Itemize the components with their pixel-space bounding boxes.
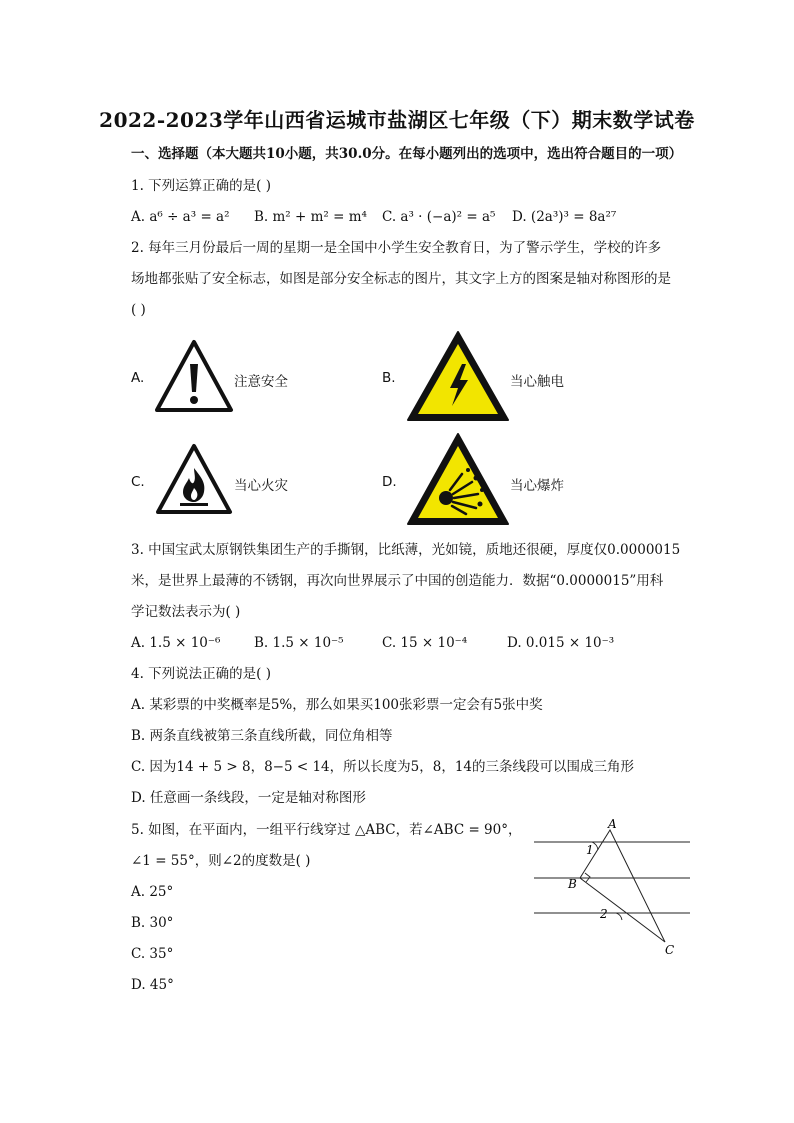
q1-option-b: B. m² + m² = m⁴ <box>254 209 367 225</box>
q5-option-d: D. 45° <box>131 977 174 993</box>
q1-option-a: A. a⁶ ÷ a³ = a² <box>131 209 230 225</box>
q4-option-c: C. 因为14 + 5 > 8，8−5 < 14，所以长度为5，8，14的三条线段可以围成三角形 <box>131 759 634 775</box>
angle-2-arc <box>616 913 622 920</box>
q2-option-b-letter: B. <box>382 370 396 386</box>
q4-stem: 4. 下列说法正确的是( ) <box>131 666 271 682</box>
q3-option-c: C. 15 × 10⁻⁴ <box>382 635 468 651</box>
q1-option-d: D. (2a³)³ = 8a²⁷ <box>512 209 617 225</box>
q3-option-b: B. 1.5 × 10⁻⁵ <box>254 635 344 651</box>
vertex-c-label: C <box>665 943 675 957</box>
electric-shock-icon <box>406 330 510 422</box>
q5-line-2: ∠1 = 55°，则∠2的度数是( ) <box>131 853 311 869</box>
q2-option-a-letter: A. <box>131 370 145 386</box>
q2-option-b-label: 当心触电 <box>510 374 564 390</box>
angle-2-label: 2 <box>600 907 608 921</box>
warning-exclamation-icon <box>153 338 235 414</box>
q2-option-d-letter: D. <box>382 474 397 490</box>
vertex-b-label: B <box>568 877 577 891</box>
q3-option-d: D. 0.015 × 10⁻³ <box>507 635 615 651</box>
q4-option-a: A. 某彩票的中奖概率是5%，那么如果买100张彩票一定会有5张中奖 <box>131 697 543 713</box>
q2-option-c-letter: C. <box>131 474 145 490</box>
q2-line-1: 2. 每年三月份最后一周的星期一是全国中小学生安全教育日，为了警示学生，学校的许多 <box>131 240 662 256</box>
angle-1-label: 1 <box>586 843 594 857</box>
section-heading: 一、选择题（本大题共10小题，共30.0分。在每小题列出的选项中，选出符合题目的一项） <box>131 146 683 162</box>
q2-option-a-label: 注意安全 <box>234 374 288 390</box>
q3-line-1: 3. 中国宝武太原钢铁集团生产的手撕钢，比纸薄，光如镜，质地还很硬，厚度仅0.0000015 <box>131 542 681 558</box>
q1-stem: 1. 下列运算正确的是( ) <box>131 178 271 194</box>
fire-hazard-icon <box>154 442 234 516</box>
q2-option-d-label: 当心爆炸 <box>510 478 564 494</box>
q5-option-a: A. 25° <box>131 884 174 900</box>
q2-line-2: 场地都张贴了安全标志，如图是部分安全标志的图片，其文字上方的图案是轴对称图形的是 <box>131 271 671 287</box>
q3-option-a: A. 1.5 × 10⁻⁶ <box>131 635 221 651</box>
q1-option-c: C. a³ · (−a)² = a⁵ <box>382 209 496 225</box>
q3-line-2: 米，是世界上最薄的不锈钢，再次向世界展示了中国的创造能力．数据“0.0000015”用科 <box>131 573 664 589</box>
q4-option-d: D. 任意画一条线段，一定是轴对称图形 <box>131 790 366 806</box>
q2-line-3: ( ) <box>131 302 146 318</box>
q4-option-b: B. 两条直线被第三条直线所截，同位角相等 <box>131 728 393 744</box>
q5-option-c: C. 35° <box>131 946 174 962</box>
q5-option-b: B. 30° <box>131 915 174 931</box>
page-title: 2022-2023学年山西省运城市盐湖区七年级（下）期末数学试卷 <box>99 108 695 132</box>
q3-line-3: 学记数法表示为( ) <box>131 604 241 620</box>
parallel-lines-triangle-figure <box>532 818 692 958</box>
vertex-a-label: A <box>608 818 617 831</box>
explosion-hazard-icon <box>406 432 510 526</box>
q5-line-1: 5. 如图，在平面内，一组平行线穿过 △ABC，若∠ABC = 90°， <box>131 822 522 838</box>
q2-option-c-label: 当心火灾 <box>234 478 288 494</box>
